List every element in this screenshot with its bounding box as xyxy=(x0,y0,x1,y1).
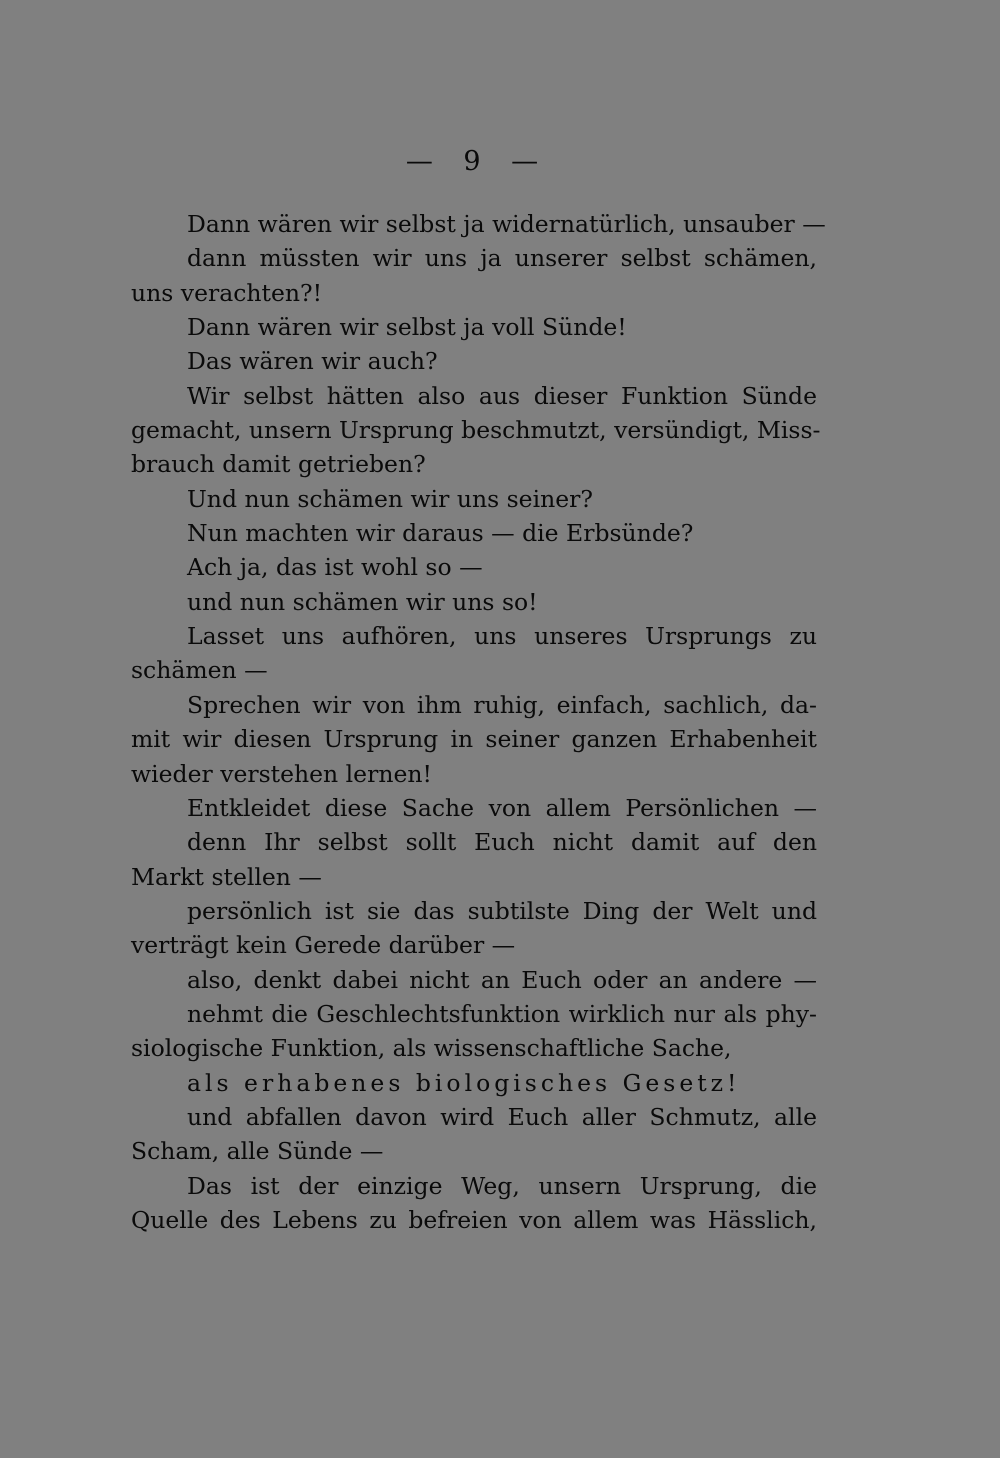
text-line: Entkleidet diese Sache von allem Persönlichen — xyxy=(187,793,817,822)
body-text xyxy=(131,207,826,1237)
text-line: persönlich ist sie das subtilste Ding der Welt und xyxy=(187,896,817,925)
text-line: Wir selbst hätten also aus dieser Funktion Sünde xyxy=(187,381,817,410)
text-line: und nun schämen wir uns so! xyxy=(187,587,538,616)
text-line: Und nun schämen wir uns seiner? xyxy=(187,484,593,513)
text-line: siologische Funktion, als wissenschaftliche Sache, xyxy=(131,1034,732,1063)
text-line: Das ist der einzige Weg, unsern Ursprung, die xyxy=(187,1171,817,1200)
text-line: Das wären wir auch? xyxy=(187,347,438,376)
text-line: Nun machten wir daraus — die Erbsünde? xyxy=(187,519,694,548)
text-line: also, denkt dabei nicht an Euch oder an andere — xyxy=(187,965,817,994)
text-line: Dann wären wir selbst ja voll Sünde! xyxy=(187,313,627,342)
page-number: — 9 — xyxy=(405,146,541,177)
text-line: Ach ja, das ist wohl so — xyxy=(187,553,483,582)
text-line: schämen — xyxy=(131,656,268,685)
text-line: Lasset uns aufhören, uns unseres Ursprungs zu xyxy=(187,622,817,651)
text-line: Quelle des Lebens zu befreien von allem was Hässlich, xyxy=(131,1205,817,1234)
text-line: wieder verstehen lernen! xyxy=(131,759,432,788)
text-line: nehmt die Geschlechtsfunktion wirklich nur als phy- xyxy=(187,999,817,1028)
text-line: uns verachten?! xyxy=(131,278,323,307)
text-line: als erhabenes biologisches Gesetz! xyxy=(187,1068,741,1097)
text-line: Sprechen wir von ihm ruhig, einfach, sachlich, da- xyxy=(187,690,817,719)
text-line: gemacht, unsern Ursprung beschmutzt, versündigt, Miss- xyxy=(131,416,821,445)
text-line: brauch damit getrieben? xyxy=(131,450,426,479)
text-line: mit wir diesen Ursprung in seiner ganzen Erhabenheit xyxy=(131,725,817,754)
text-line: Scham, alle Sünde — xyxy=(131,1137,384,1166)
text-line: Dann wären wir selbst ja widernatürlich, unsauber — xyxy=(187,210,826,238)
text-line: und abfallen davon wird Euch aller Schmutz, alle xyxy=(187,1102,817,1131)
text-line: dann müssten wir uns ja unserer selbst schämen, xyxy=(187,244,817,273)
text-line: Markt stellen — xyxy=(131,862,322,891)
text-line: denn Ihr selbst sollt Euch nicht damit auf den xyxy=(187,828,817,857)
text-line: verträgt kein Gerede darüber — xyxy=(131,931,516,960)
